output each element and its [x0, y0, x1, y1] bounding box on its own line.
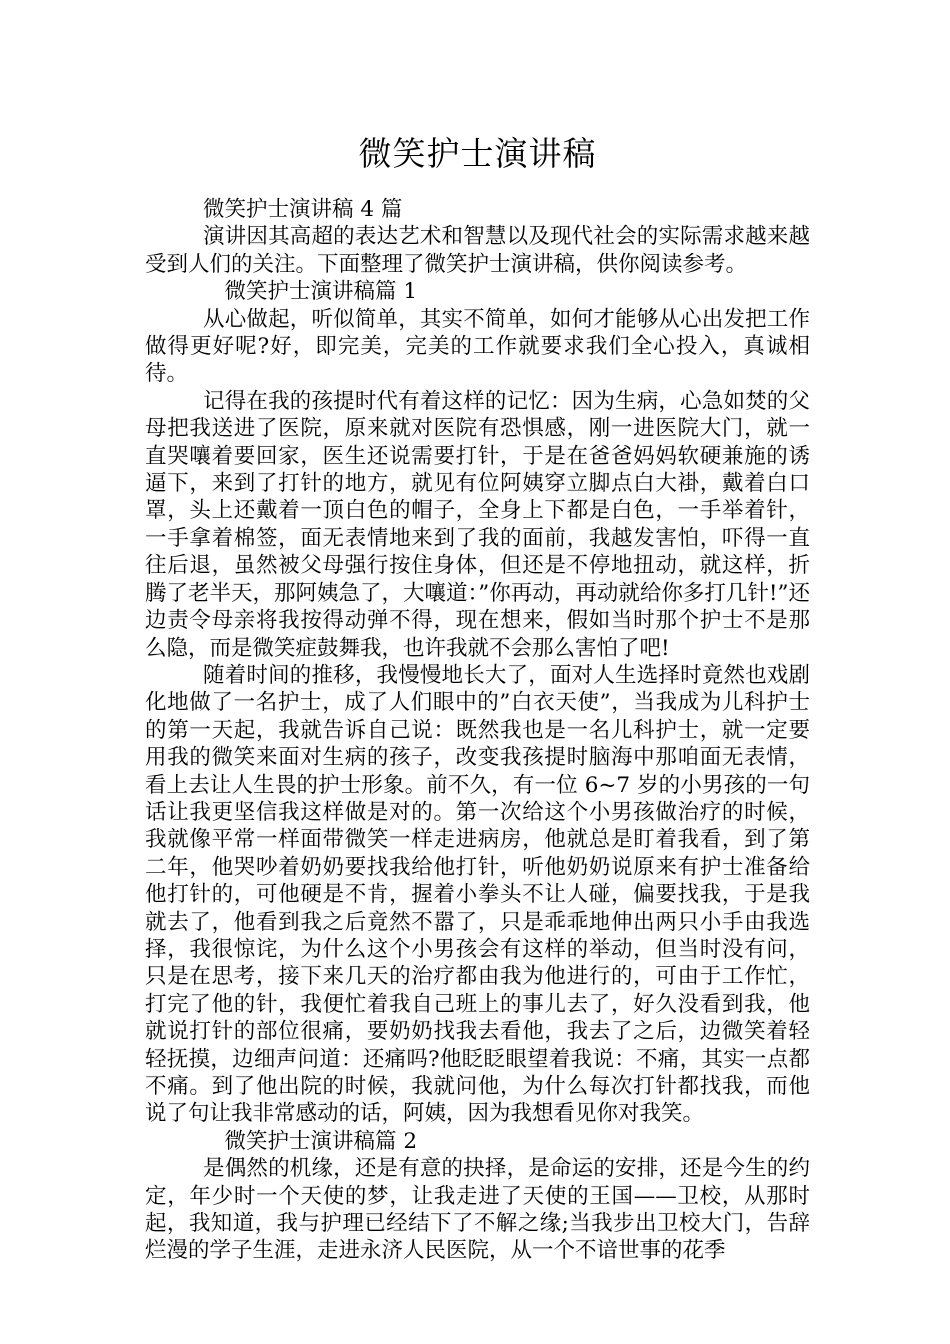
document-title: 微笑护士演讲稿: [358, 134, 597, 173]
paragraph: 随着时间的推移，我慢慢地长大了，面对人生选择时竟然也戏剧化地做了一名护士，成了人们眼中的”白衣天使”，当我成为儿科护士的第一天起，我就告诉自己说：既然我也是一名儿科护士，就一定要用我的微笑来面对生病的孩子，改变我孩提时脑海中那咱面无表情，看上去让人生畏的护士形象。前不久，有一位 6~7 岁的小男孩的一句话让我更坚信我这样做是对的。第一次给这个小男孩做治疗的时候，我就像平常一样面带微笑一样走进病房，他就总是盯着我看，到了第二年，他哭吵着奶奶要找我给他打针，听他奶奶说原来有护士准备给他打针的，可他硬是不肯，握着小拳头不让人碰，偏要找我，于是我就去了，他看到我之后竟然不嚣了，只是乖乖地伸出两只小手由我选择，我很惊诧，为什么这个小男孩会有这样的举动，但当时没有问，只是在思考，接下来几天的治疗都由我为他进行的，可由于工作忙，打完了他的针，我便忙着我自己班上的事儿去了，好久没看到我，他就说打针的部位很痛，要奶奶找我去看他，我去了之后，边微笑着轻轻抚摸，边细声问道：还痛吗?他眨眨眼望着我说：不痛，其实一点都不痛。到了他出院的时候，我就问他，为什么每次打针都找我，而他说了句让我非常感动的话，阿姨，因为我想看见你对我笑。: [145, 662, 810, 1127]
paragraph: 从心做起，听似简单，其实不简单，如何才能够从心出发把工作做得更好呢?好，即完美，完美的工作就要求我们全心投入，真诚相待。: [145, 306, 810, 387]
paragraph-intro-heading: 微笑护士演讲稿 4 篇: [203, 197, 403, 222]
document-body: [145, 196, 810, 1265]
document-page: [145, 0, 810, 1265]
section-heading-1: 微笑护士演讲稿篇 1: [224, 279, 418, 305]
section-heading-2: 微笑护士演讲稿篇 2: [224, 1128, 418, 1154]
paragraph: 记得在我的孩提时代有着这样的记忆：因为生病，心急如焚的父母把我送进了医院，原来就对医院有恐惧感，刚一进医院大门，就一直哭嚷着要回家，医生还说需要打针，于是在爸爸妈妈软硬兼施的诱逼下，来到了打针的地方，就见有位阿姨穿立脚点白大褂，戴着白口罩，头上还戴着一顶白色的帽子，全身上下都是白色，一手举着针，一手拿着棉签，面无表情地来到了我的面前，我越发害怕，吓得一直往后退，虽然被父母强行按住身体，但还是不停地扭动，就这样，折腾了老半天，那阿姨急了，大嚷道：”你再动，再动就给你多打几针!”还边责令母亲将我按得动弹不得，现在想来，假如当时那个护士不是那么隐，而是微笑症鼓舞我，也许我就不会那么害怕了吧!: [145, 388, 810, 661]
paragraph-intro: 演讲因其高超的表达艺术和智慧以及现代社会的实际需求越来越受到人们的关注。下面整理了微笑护士演讲稿，供你阅读参考。: [145, 224, 810, 277]
paragraph: 是偶然的机缘，还是有意的抉择，是命运的安排，还是今生的约定，年少时一个天使的梦，让我走进了天使的王国——卫校，从那时起，我知道，我与护理已经结下了不解之缘;当我步出卫校大门，告辞烂漫的学子生涯，走进永济人民医院，从一个不谙世事的花季: [145, 1156, 810, 1264]
